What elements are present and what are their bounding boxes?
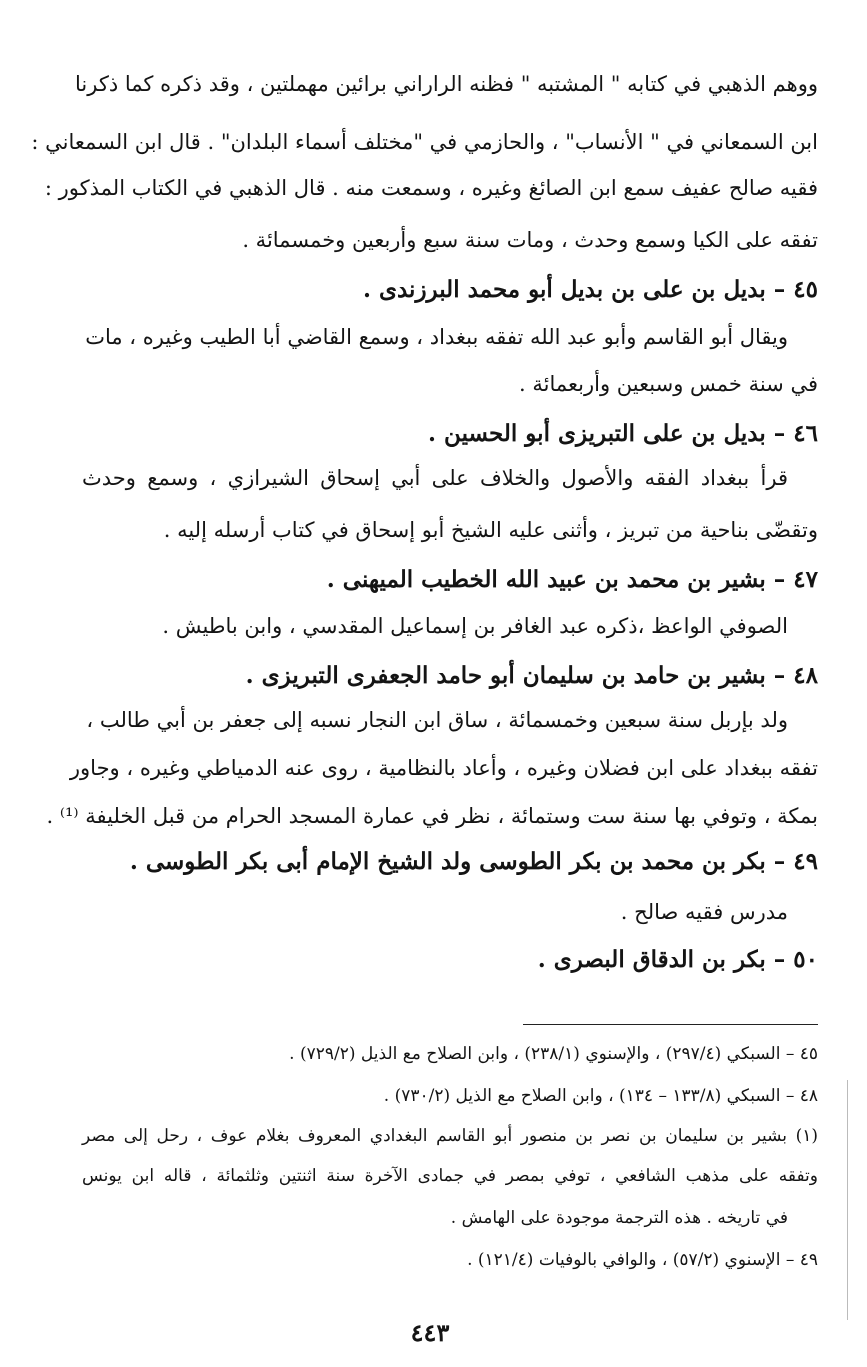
page-edge-line [847, 1080, 848, 1320]
body-line: ابن السمعاني في " الأنساب" ، والحازمي في "مختلف أسماء البلدان" . قال ابن السمعاني : [31, 130, 818, 154]
entry-heading-45: ٤٥ – بديل بن على بن بديل أبو محمد البرزندى . [362, 276, 818, 303]
footnote-1: في تاريخه . هذه الترجمة موجودة على الهامش . [450, 1208, 788, 1228]
body-line: وتقضّى بناحية من تبريز ، وأثنى عليه الشيخ أبو إسحاق في كتاب أرسله إليه . [163, 518, 818, 542]
entry-heading-47: ٤٧ – بشير بن محمد بن عبيد الله الخطيب الميهنى . [326, 566, 818, 593]
entry-heading-49: ٤٩ – بكر بن محمد بن بكر الطوسى ولد الشيخ الإمام أبى بكر الطوسى . [129, 848, 818, 875]
body-line: في سنة خمس وسبعين وأربعمائة . [519, 372, 818, 396]
body-line: ووهم الذهبي في كتابه " المشتبه " فظنه الراراني برائين مهملتين ، وقد ذكره كما ذكرنا [75, 72, 818, 96]
entry-heading-50: ٥٠ – بكر بن الدقاق البصرى . [537, 946, 818, 973]
footnote-1: وتفقه على مذهب الشافعي ، توفي بمصر في جمادى الآخرة سنة اثنتين وثلثمائة ، قاله ابن يونس [82, 1166, 818, 1186]
footnote-separator [523, 1024, 818, 1025]
footnote-1: (١) بشير بن سليمان بن نصر بن منصور أبو القاسم البغدادي المعروف بغلام عوف ، رحل إلى مصر [82, 1126, 818, 1146]
body-line: قرأ ببغداد الفقه والأصول والخلاف على أبي إسحاق الشيرازي ، وسمع وحدث [82, 466, 788, 490]
body-line: الصوفي الواعظ ،ذكره عبد الغافر بن إسماعيل المقدسي ، وابن باطيش . [162, 614, 788, 638]
page-number: ٤٤٣ [410, 1318, 450, 1347]
body-line: بمكة ، وتوفي بها سنة ست وستمائة ، نظر في عمارة المسجد الحرام من قبل الخليفة ⁽¹⁾ . [46, 804, 818, 828]
body-line: تفقه ببغداد على ابن فضلان وغيره ، وأعاد بالنظامية ، روى عنه الدمياطي وغيره ، وجاور [69, 756, 818, 780]
body-line: فقيه صالح عفيف سمع ابن الصائغ وغيره ، وسمعت منه . قال الذهبي في الكتاب المذكور : [44, 176, 818, 200]
footnote-48: ٤٨ – السبكي (١٣٣/٨ – ١٣٤) ، وابن الصلاح مع الذيل (٧٣٠/٢) . [383, 1086, 818, 1106]
body-line: ويقال أبو القاسم وأبو عبد الله تفقه ببغداد ، وسمع القاضي أبا الطيب وغيره ، مات [85, 325, 788, 349]
body-line: ولد بإربل سنة سبعين وخمسمائة ، ساق ابن النجار نسبه إلى جعفر بن أبي طالب ، [86, 708, 788, 732]
entry-heading-48: ٤٨ – بشير بن حامد بن سليمان أبو حامد الجعفرى التبريزى . [245, 662, 818, 689]
body-line: مدرس فقيه صالح . [620, 900, 788, 924]
body-line: تفقه على الكيا وسمع وحدث ، ومات سنة سبع وأربعين وخمسمائة . [242, 228, 818, 252]
entry-heading-46: ٤٦ – بديل بن على التبريزى أبو الحسين . [428, 420, 818, 447]
footnote-45: ٤٥ – السبكي (٢٩٧/٤) ، والإسنوي (٢٣٨/١) ، وابن الصلاح مع الذيل (٧٢٩/٢) . [289, 1044, 818, 1064]
footnote-49: ٤٩ – الإسنوي (٥٧/٢) ، والوافي بالوفيات (١٢١/٤) . [467, 1250, 818, 1270]
